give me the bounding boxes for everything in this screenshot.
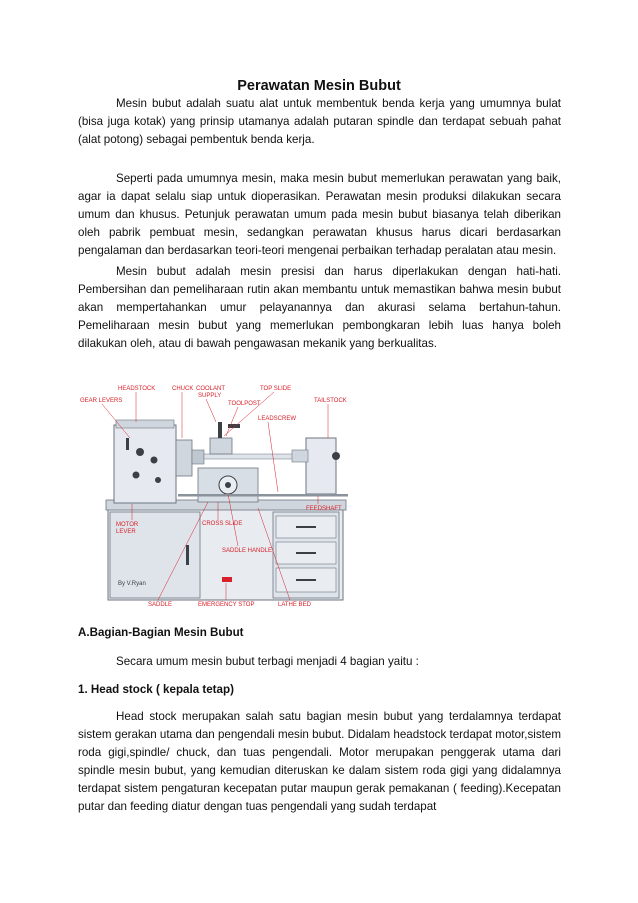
- label-emergency-stop: EMERGENCY STOP: [198, 602, 255, 608]
- section-intro: Secara umum mesin bubut terbagi menjadi 4 bagian yaitu :: [116, 655, 419, 668]
- paragraph-2: Seperti pada umumnya mesin, maka mesin bubut memerlukan perawatan yang baik, agar ia dapat selalu siap untuk dioperasikan. Perawatan mesin produksi dilakukan secara umum dan khusus. Petunjuk perawatan umum pada mesin bubut biasanya telah diberikan oleh pabrik pembuat mesin, sedangkan perawatan khusus harus dicari berdasarkan pengalaman dan berdasarkan teori-teori mengenai perbaikan terhadap peralatan atau mesin.: [78, 172, 561, 257]
- subsection-paragraph: Head stock merupakan salah satu bagian mesin bubut yang terdalamnya terdapat sistem gerakan utama dan pengendali mesin bubut. Didalam headstock terdapat motor,sistem roda gigi,spindle/ chuck, dan tuas pengendali. Motor merupakan penggerak utama dari spindle mesin bubut, yang kemudian diteruskan ke dalam sistem roda gigi yang didalamnya terdapat sistem pengaturan kecepatan putar maupun gerak pemakanan ( feeding).Kecepatan putar dan feeding diatur dengan tuas pengendali yang sudah terdapat: [78, 710, 561, 813]
- label-headstock: HEADSTOCK: [118, 386, 156, 392]
- label-saddle: SADDLE: [148, 602, 173, 608]
- paragraph-3: Mesin bubut adalah mesin presisi dan harus diperlakukan dengan hati-hati. Pembersihan dan pemeliharaan rutin akan membantu untuk memastikan bahwa mesin bubut akan mempertahankan umur pelayanannya dan akurasi selama bertahun-tahun. Pemeliharaan mesin bubut yang memerlukan pembongkaran lebih luas hanya boleh dilakukan oleh, atau di bawah pengawasan mekanik yang berkualitas.: [78, 265, 561, 350]
- label-saddle-handle: SADDLE HANDLE: [222, 548, 273, 554]
- label-top-slide: TOP SLIDE: [260, 386, 292, 392]
- label-leadscrew: LEADSCREW: [258, 416, 297, 422]
- chuck: [176, 440, 192, 476]
- label-credit: By V.Ryan: [118, 581, 146, 587]
- section-heading: A.Bagian-Bagian Mesin Bubut: [78, 626, 244, 639]
- label-coolant: COOLANT: [196, 386, 226, 392]
- label-coolant-supply: SUPPLY: [198, 393, 222, 399]
- label-motor-lever: LEVER: [116, 529, 136, 535]
- subsection-heading: 1. Head stock ( kepala tetap): [78, 683, 234, 696]
- label-chuck: CHUCK: [172, 386, 194, 392]
- lathe-diagram: [78, 380, 358, 612]
- paragraph-1: Mesin bubut adalah suatu alat untuk membentuk benda kerja yang umumnya bulat (bisa juga kotak) yang prinsip utamanya adalah putaran spindle dan terdapat sebuah pahat (alat potong) sebagai pembentuk benda kerja.: [78, 97, 561, 146]
- label-lathe-bed: LATHE BED: [278, 602, 311, 608]
- label-cross-slide: CROSS SLIDE: [202, 521, 243, 527]
- leadscrew-bar: [178, 494, 348, 497]
- label-feedshaft: FEEDSHAFT: [306, 506, 342, 512]
- headstock-body: [114, 425, 176, 503]
- label-motor: MOTOR: [116, 522, 139, 528]
- label-toolpost: TOOLPOST: [228, 401, 261, 407]
- label-tailstock: TAILSTOCK: [314, 398, 347, 404]
- page-title: Perawatan Mesin Bubut: [237, 78, 401, 94]
- tailstock: [306, 438, 336, 494]
- label-gear-levers: GEAR LEVERS: [80, 398, 123, 404]
- emergency-stop-button: [222, 577, 232, 582]
